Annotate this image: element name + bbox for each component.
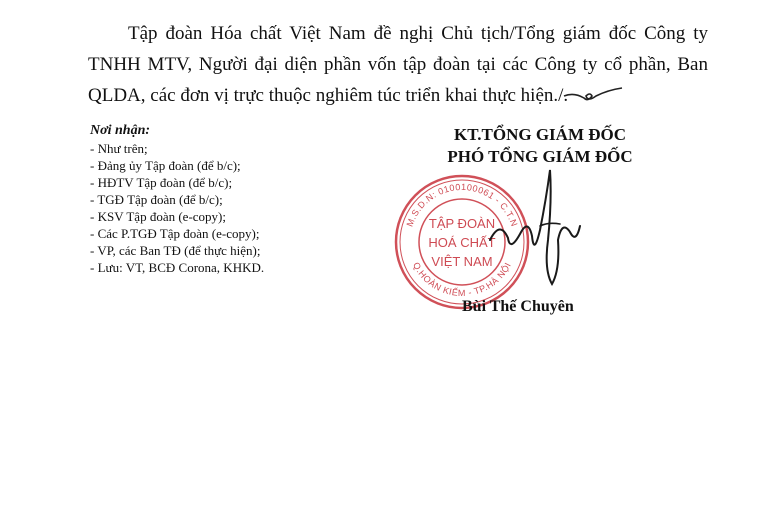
recipient-item: - Như trên; xyxy=(90,141,148,156)
recipient-item: - VP, các Ban TĐ (để thực hiện); xyxy=(90,243,261,258)
signer-title-line2: PHÓ TỔNG GIÁM ĐỐC xyxy=(447,147,633,166)
seal-ring-bottom-text: Q.HOÀN KIẾM - TP.HÀ NỘI xyxy=(410,260,514,299)
handwritten-signature xyxy=(480,160,590,300)
recipients-block xyxy=(90,122,264,276)
signer-name: Bùi Thế Chuyên xyxy=(462,298,574,315)
recipient-item: - HĐTV Tập đoàn (để b/c); xyxy=(90,175,233,190)
signer-title-line1: KT.TỔNG GIÁM ĐỐC xyxy=(453,125,627,144)
recipient-item: - KSV Tập đoàn (e-copy); xyxy=(90,209,226,224)
seal-ring-top-text: M.S.D.N: 0100100061 - C.T.N xyxy=(404,181,520,228)
seal-center-line1: TẬP ĐOÀN xyxy=(428,216,496,231)
recipient-item: - TGĐ Tập đoàn (để b/c); xyxy=(90,192,223,207)
recipient-item: - Đảng ủy Tập đoàn (để b/c); xyxy=(90,158,241,173)
seal-center-line3: VIỆT NAM xyxy=(431,254,493,269)
recipients-list xyxy=(90,140,264,276)
recipient-item: - Các P.TGĐ Tập đoàn (e-copy); xyxy=(90,226,260,241)
seal-center-line2: HOÁ CHẤT xyxy=(428,235,496,250)
paragraph-end-mark xyxy=(562,84,626,106)
recipients-heading: Nơi nhận: xyxy=(90,123,151,138)
paragraph-text: Tập đoàn Hóa chất Việt Nam đề nghị Chủ tịch/Tổng giám đốc Công ty TNHH MTV, Người đại diện phần vốn tập đoàn tại các Công ty cổ phần, Ban QLDA, các đơn vị trực thuộc nghiêm túc triển khai thực hiện./. xyxy=(88,23,708,106)
recipient-item: - Lưu: VT, BCĐ Corona, KHKD. xyxy=(90,260,265,275)
